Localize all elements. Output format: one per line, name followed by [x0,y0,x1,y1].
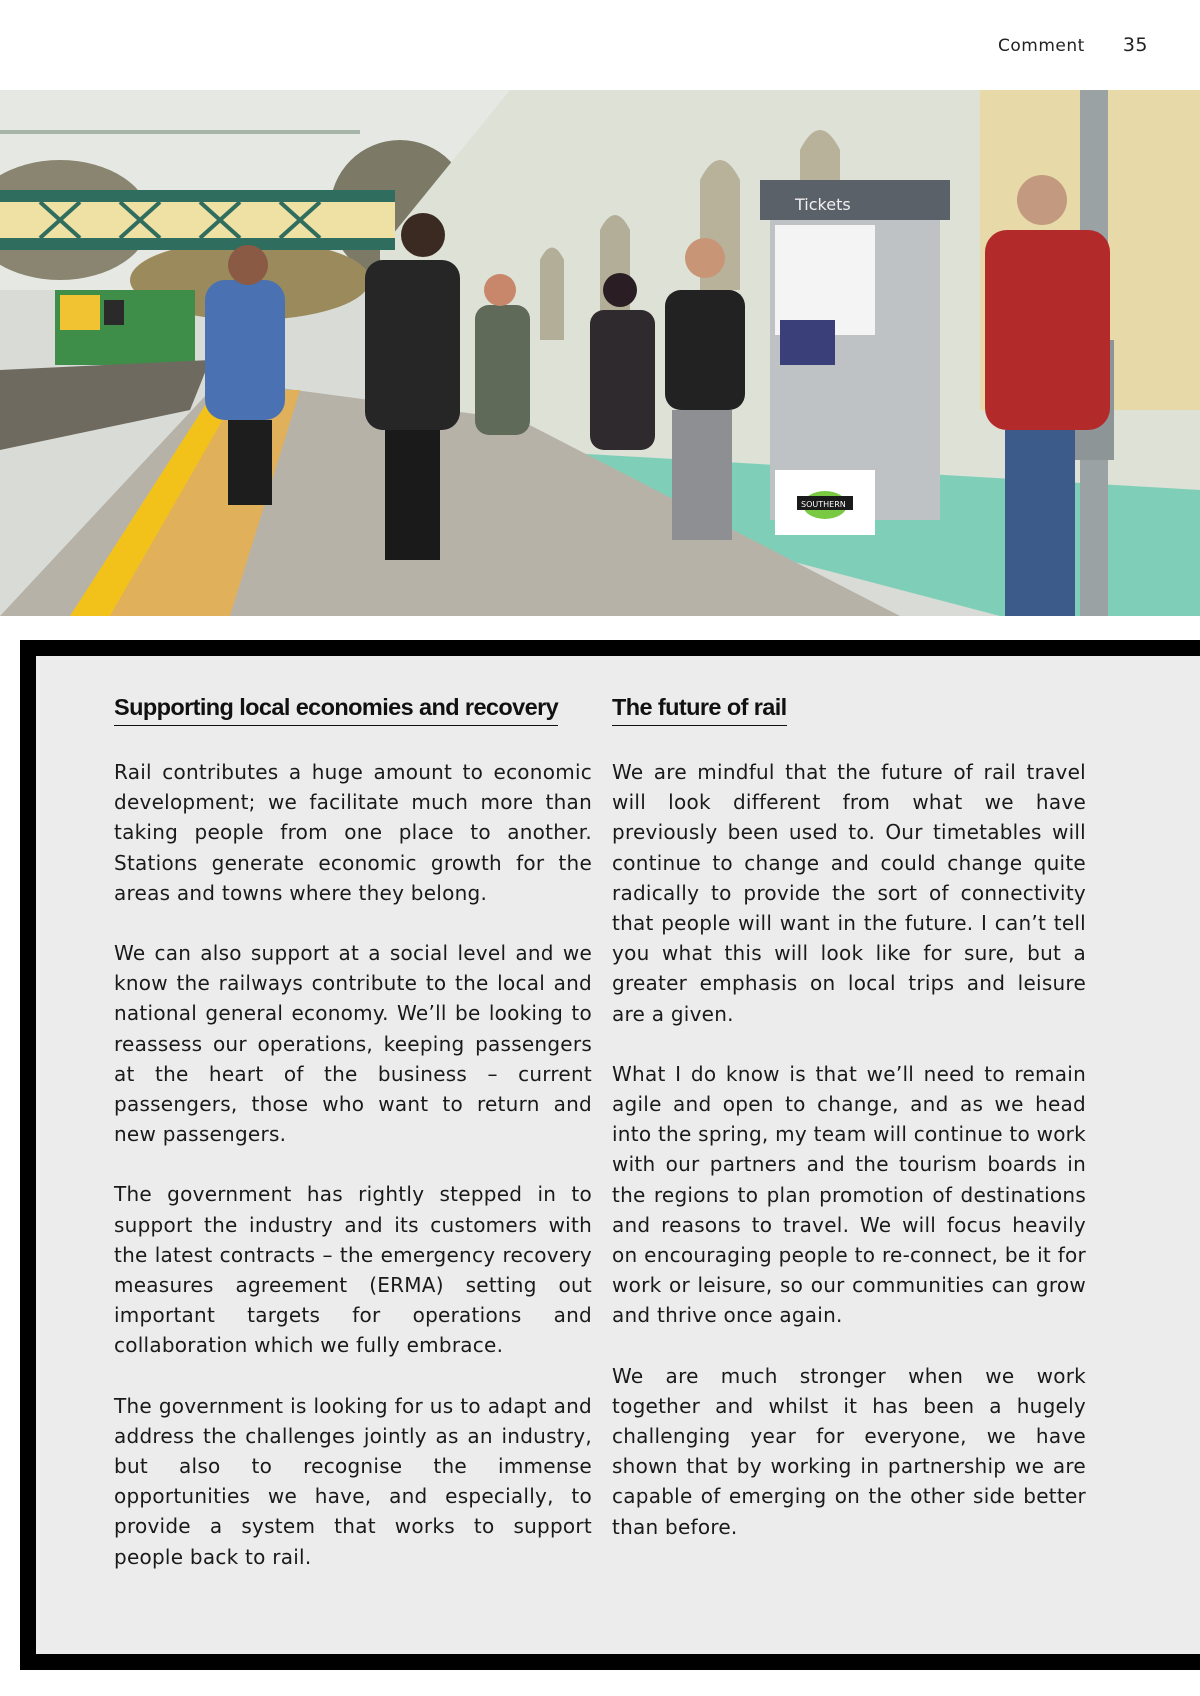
right-paragraph-1: We are mindful that the future of rail travel will look different from what we have previously been used to. Our timetables will continue to change and could change quite radically to provide the sort of connectivity that people will want in the future. I can’t tell you what this will look like for sure, but a greater emphasis on local trips and leisure are a given. [612,760,1086,1026]
left-column [114,694,592,1572]
ticket-sign: Tickets [795,195,851,214]
page-number: 35 [1122,34,1148,56]
right-heading: The future of rail [612,694,787,726]
right-paragraph-2: What I do know is that we’ll need to remain agile and open to change, and as we head into the spring, my team will continue to work with our partners and the tourism boards in the regions to plan promotion of destinations and reasons to travel. We will focus heavily on encouraging people to re-connect, be it for work or leisure, so our communities can grow and thrive once again. [612,1061,1086,1328]
station-photo [0,90,1200,616]
right-paragraph-3: We are much stronger when we work together and whilst it has been a hugely challenging year for everyone, we have shown that by working in partnership we are capable of emerging on the other side better than before. [612,1363,1086,1539]
left-paragraph-2: We can also support at a social level and we know the railways contribute to the local and national general economy. We’ll be looking to reassess our operations, keeping passengers at the heart of the business – current passengers, those who want to return and new passengers. [114,941,592,1147]
left-paragraph-1: Rail contributes a huge amount to economic development; we facilitate much more than taking people from one place to another. Stations generate economic growth for the areas and towns where they belong. [114,760,592,905]
southern-logo-text: SOUTHERN [801,500,846,509]
page-header [998,34,1148,56]
left-paragraph-4: The government is looking for us to adapt and address the challenges jointly as an industry, but also to recognise the immense opportunities we have, and especially, to provide a system that works to support people back to rail. [114,1393,592,1569]
left-heading: Supporting local economies and recovery [114,694,558,726]
right-column [612,694,1086,1542]
section-label: Comment [998,36,1085,56]
left-paragraph-3: The government has rightly stepped in to support the industry and its customers with the latest contracts – the emergency recovery measures agreement (ERMA) setting out important targets for operations and collaboration which we fully embrace. [114,1182,592,1358]
